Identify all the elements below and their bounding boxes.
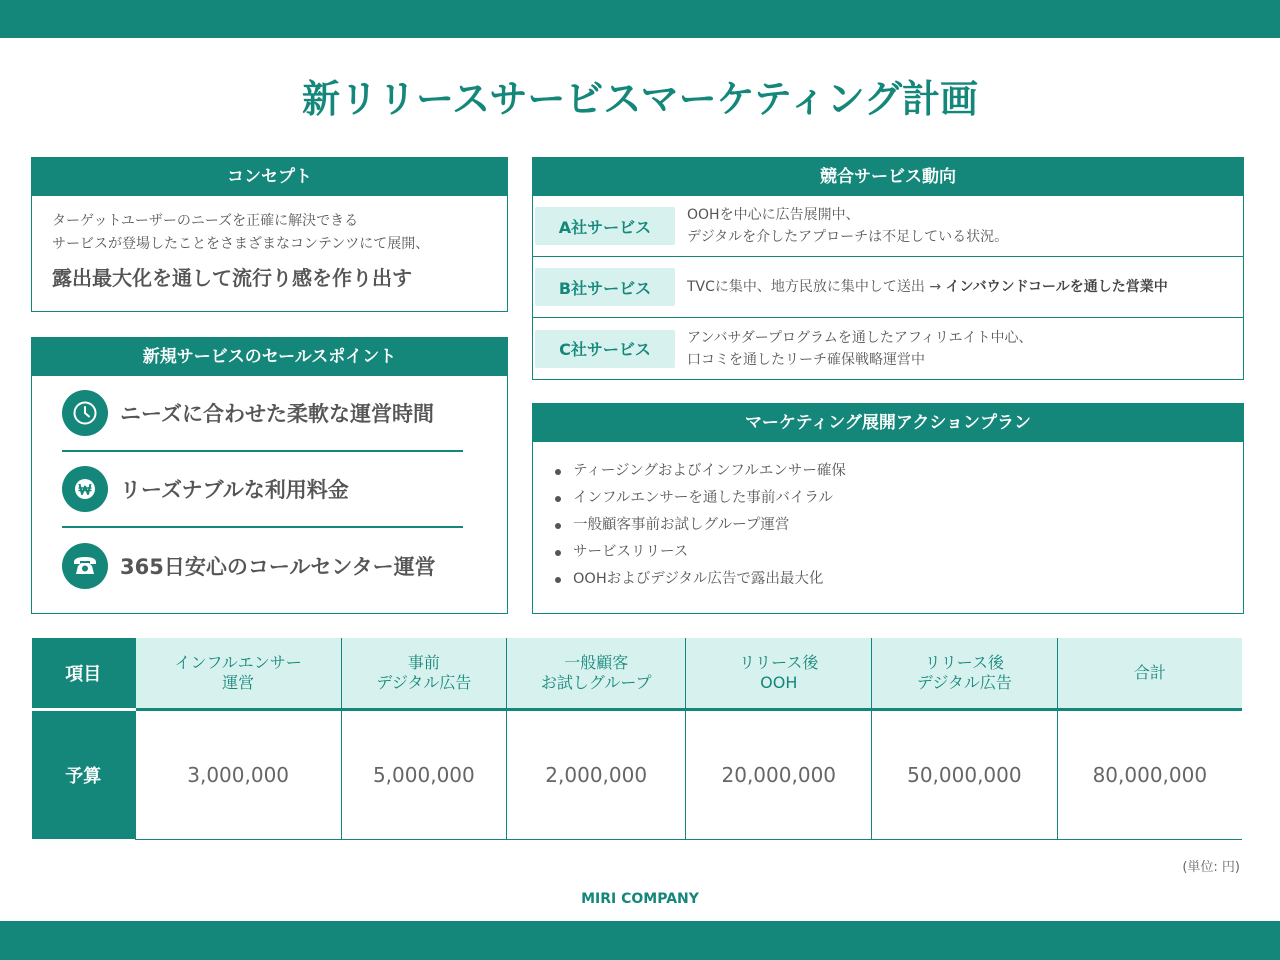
concept-line-1: ターゲットユーザーのニーズを正確に解決できる	[52, 213, 359, 229]
competitor-desc-text: TVCに集中、地方民放に集中して送出 →	[687, 279, 946, 295]
competitor-description	[687, 327, 1033, 371]
action-plan-item	[555, 485, 1243, 512]
bullet-icon	[555, 577, 561, 583]
action-plan-list	[533, 442, 1243, 593]
bullet-icon	[555, 550, 561, 556]
row-header-budget: 予算	[32, 709, 135, 839]
competitor-desc-bold: インバウンドコールを通した営業中	[945, 279, 1168, 295]
competitors-header: 競合サービス動向	[533, 158, 1243, 196]
competitor-badge: A社サービス	[535, 207, 675, 245]
sales-point-label: ニーズに合わせた柔軟な運営時間	[120, 402, 434, 426]
bullet-icon	[555, 469, 561, 475]
column-header	[686, 638, 872, 709]
column-header-total	[1057, 638, 1242, 709]
column-header-line: 合計	[1133, 662, 1166, 682]
concept-header: コンセプト	[32, 158, 507, 196]
bottom-accent-bar	[0, 921, 1280, 960]
concept-line-2: サービスが登場したことをさまざまなコンテンツにて展開、	[52, 236, 430, 252]
action-plan-text: OOHおよびデジタル広告で露出最大化	[573, 571, 824, 587]
action-plan-item	[555, 566, 1243, 593]
action-plan-panel	[532, 403, 1244, 614]
competitor-desc-line: 口コミを通したリーチ確保戦略運営中	[687, 351, 925, 368]
competitor-desc-line: OOHを中心に広告展開中、	[687, 207, 860, 223]
column-header-line: インフルエンサー	[174, 652, 302, 672]
action-plan-item	[555, 512, 1243, 539]
sales-points-header: 新規サービスのセールスポイント	[32, 338, 507, 376]
won-currency-icon	[62, 466, 108, 512]
budget-header-row	[32, 638, 1242, 709]
clock-icon	[62, 390, 108, 436]
column-header-line: リリース後	[924, 652, 1004, 672]
column-header-line: OOH	[760, 672, 798, 692]
competitor-desc-line: デジタルを介したアプローチは不足している状況。	[687, 229, 1009, 245]
sales-point-label: 365日安心のコールセンター運営	[120, 555, 436, 579]
page-title: 新リリースサービスマーケティング計画	[301, 77, 979, 121]
action-plan-text: ティージングおよびインフルエンサー確保	[573, 463, 846, 479]
concept-emphasis: 露出最大化を通して流行り感を作り出す	[52, 266, 412, 290]
competitors-panel	[532, 157, 1244, 380]
action-plan-item	[555, 458, 1243, 485]
company-name: MIRI COMPANY	[581, 891, 699, 907]
budget-value: 2,000,000	[506, 709, 686, 839]
budget-value: 20,000,000	[686, 709, 872, 839]
sales-point-label: リーズナブルな利用料金	[120, 478, 349, 502]
column-header-line: リリース後	[739, 652, 819, 672]
unit-note: (単位: 円)	[1182, 860, 1240, 875]
competitor-description	[687, 204, 1008, 248]
action-plan-header: マーケティング展開アクションプラン	[533, 404, 1243, 442]
budget-value: 50,000,000	[872, 709, 1058, 839]
column-header	[872, 638, 1058, 709]
budget-value-row	[32, 709, 1242, 839]
concept-panel	[31, 157, 508, 312]
column-header-line: 運営	[222, 672, 255, 692]
column-header-line: デジタル広告	[376, 672, 472, 692]
action-plan-text: サービスリリース	[573, 544, 689, 560]
column-header-line: お試しグループ	[540, 672, 652, 692]
sales-point-item	[62, 376, 463, 452]
column-header	[506, 638, 686, 709]
bullet-icon	[555, 496, 561, 502]
action-plan-text: 一般顧客事前お試しグループ運営	[573, 517, 790, 533]
telephone-icon	[62, 543, 108, 589]
budget-value: 5,000,000	[341, 709, 506, 839]
competitor-row-b	[533, 257, 1243, 318]
competitor-description	[687, 276, 1168, 298]
competitor-desc-line: アンバサダープログラムを通したアフィリエイト中心、	[687, 329, 1033, 346]
action-plan-text: インフルエンサーを通した事前バイラル	[573, 490, 833, 506]
column-header	[135, 638, 341, 709]
competitor-row-a	[533, 196, 1243, 257]
top-accent-bar	[0, 0, 1280, 38]
competitor-badge: B社サービス	[535, 268, 675, 306]
competitor-badge: C社サービス	[535, 330, 675, 368]
column-header	[341, 638, 506, 709]
row-header-item: 項目	[32, 638, 135, 709]
bullet-icon	[555, 523, 561, 529]
column-header-line: デジタル広告	[916, 672, 1012, 692]
sales-point-item	[62, 452, 463, 528]
column-header-line: 事前	[407, 652, 440, 672]
competitor-row-c	[533, 318, 1243, 379]
column-header-line: 一般顧客	[564, 652, 629, 672]
budget-table	[32, 638, 1242, 840]
budget-value: 3,000,000	[135, 709, 341, 839]
sales-points-panel	[31, 337, 508, 614]
sales-point-item	[62, 528, 463, 604]
budget-total-value: 80,000,000	[1057, 709, 1242, 839]
action-plan-item	[555, 539, 1243, 566]
